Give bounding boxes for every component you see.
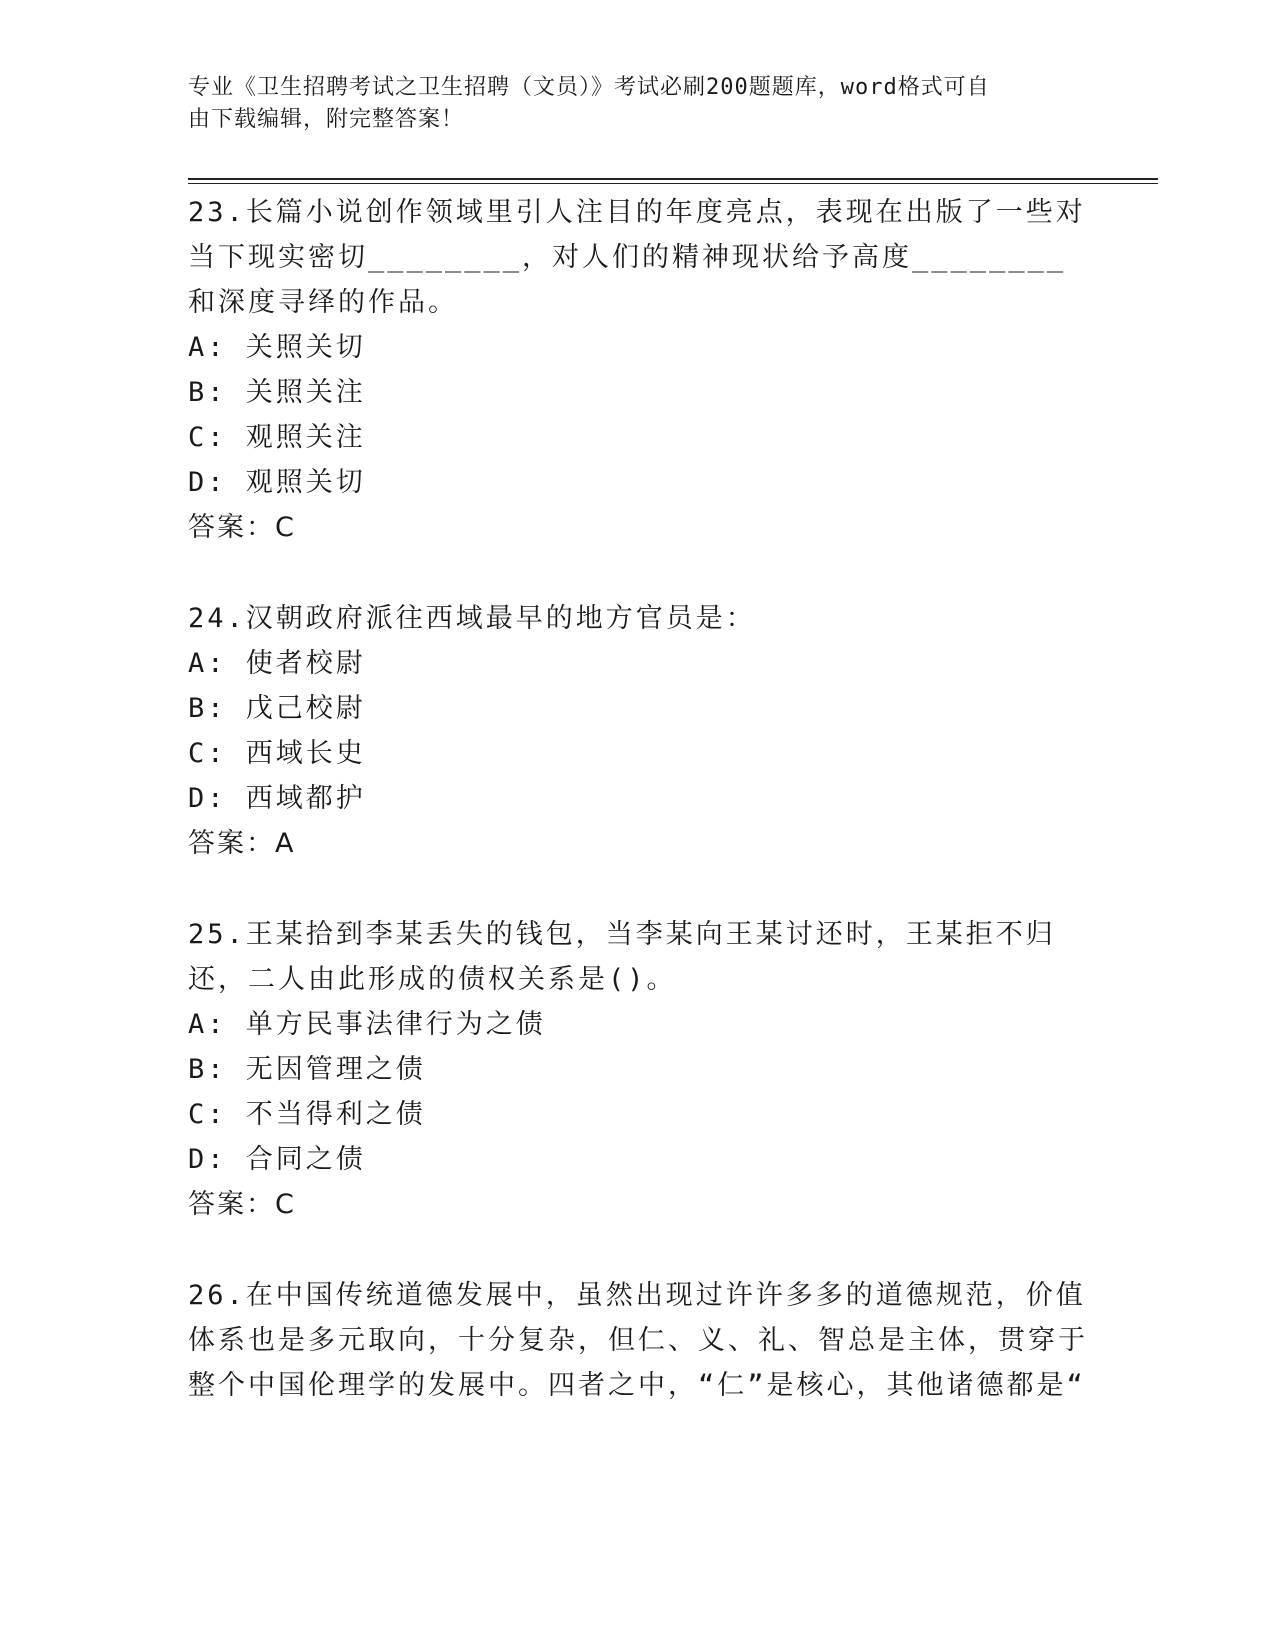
answer: 答案：C (188, 512, 296, 543)
option-d: D: 合同之债 (188, 1144, 366, 1175)
option-c: C: 观照关注 (188, 422, 366, 453)
question-23 (188, 190, 1088, 550)
question-stem: 在中国传统道德发展中，虽然出现过许许多多的道德规范，价值体系也是多元取向，十分复杂，但仁、义、礼、智总是主体，贯穿于整个中国伦理学的发展中。四者之中，“仁”是核心，其他诸德都是“ (188, 1280, 1088, 1401)
option-b: B: 关照关注 (188, 377, 366, 408)
question-list (188, 190, 1088, 1454)
header-divider-thin (188, 183, 1158, 184)
question-text (188, 912, 1088, 1002)
question-25 (188, 912, 1088, 1227)
question-number: 24. (188, 603, 246, 634)
option-c: C: 西域长史 (188, 738, 366, 769)
option-a: A: 使者校尉 (188, 648, 366, 679)
option-d: D: 观照关切 (188, 467, 366, 498)
option-b: B: 无因管理之债 (188, 1054, 426, 1085)
question-number: 26. (188, 1280, 246, 1311)
question-24 (188, 596, 1088, 866)
option-a: A: 关照关切 (188, 332, 366, 363)
question-stem: 王某拾到李某丢失的钱包，当李某向王某讨还时，王某拒不归还，二人由此形成的债权关系是()。 (188, 919, 1056, 995)
option-d: D: 西域都护 (188, 783, 366, 814)
question-number: 25. (188, 919, 246, 950)
question-text (188, 190, 1088, 325)
option-c: C: 不当得利之债 (188, 1099, 426, 1130)
question-text (188, 596, 1088, 641)
question-26 (188, 1273, 1088, 1408)
question-stem: 长篇小说创作领域里引人注目的年度亮点，表现在出版了一些对当下现实密切________，对人们的精神现状给予高度________和深度寻绎的作品。 (188, 197, 1086, 318)
question-stem: 汉朝政府派往西域最早的地方官员是： (245, 603, 756, 634)
answer: 答案：C (188, 1189, 296, 1220)
question-text (188, 1273, 1088, 1408)
option-b: B: 戊己校尉 (188, 693, 366, 724)
document-header (188, 72, 1068, 136)
question-number: 23. (188, 197, 246, 228)
header-line-1: 专业《卫生招聘考试之卫生招聘（文员）》考试必刷200题题库，word格式可自 (188, 75, 990, 100)
header-divider-thick (188, 178, 1158, 180)
header-line-2: 由下载编辑，附完整答案！ (188, 107, 465, 132)
answer: 答案：A (188, 828, 296, 859)
option-a: A: 单方民事法律行为之债 (188, 1009, 546, 1040)
